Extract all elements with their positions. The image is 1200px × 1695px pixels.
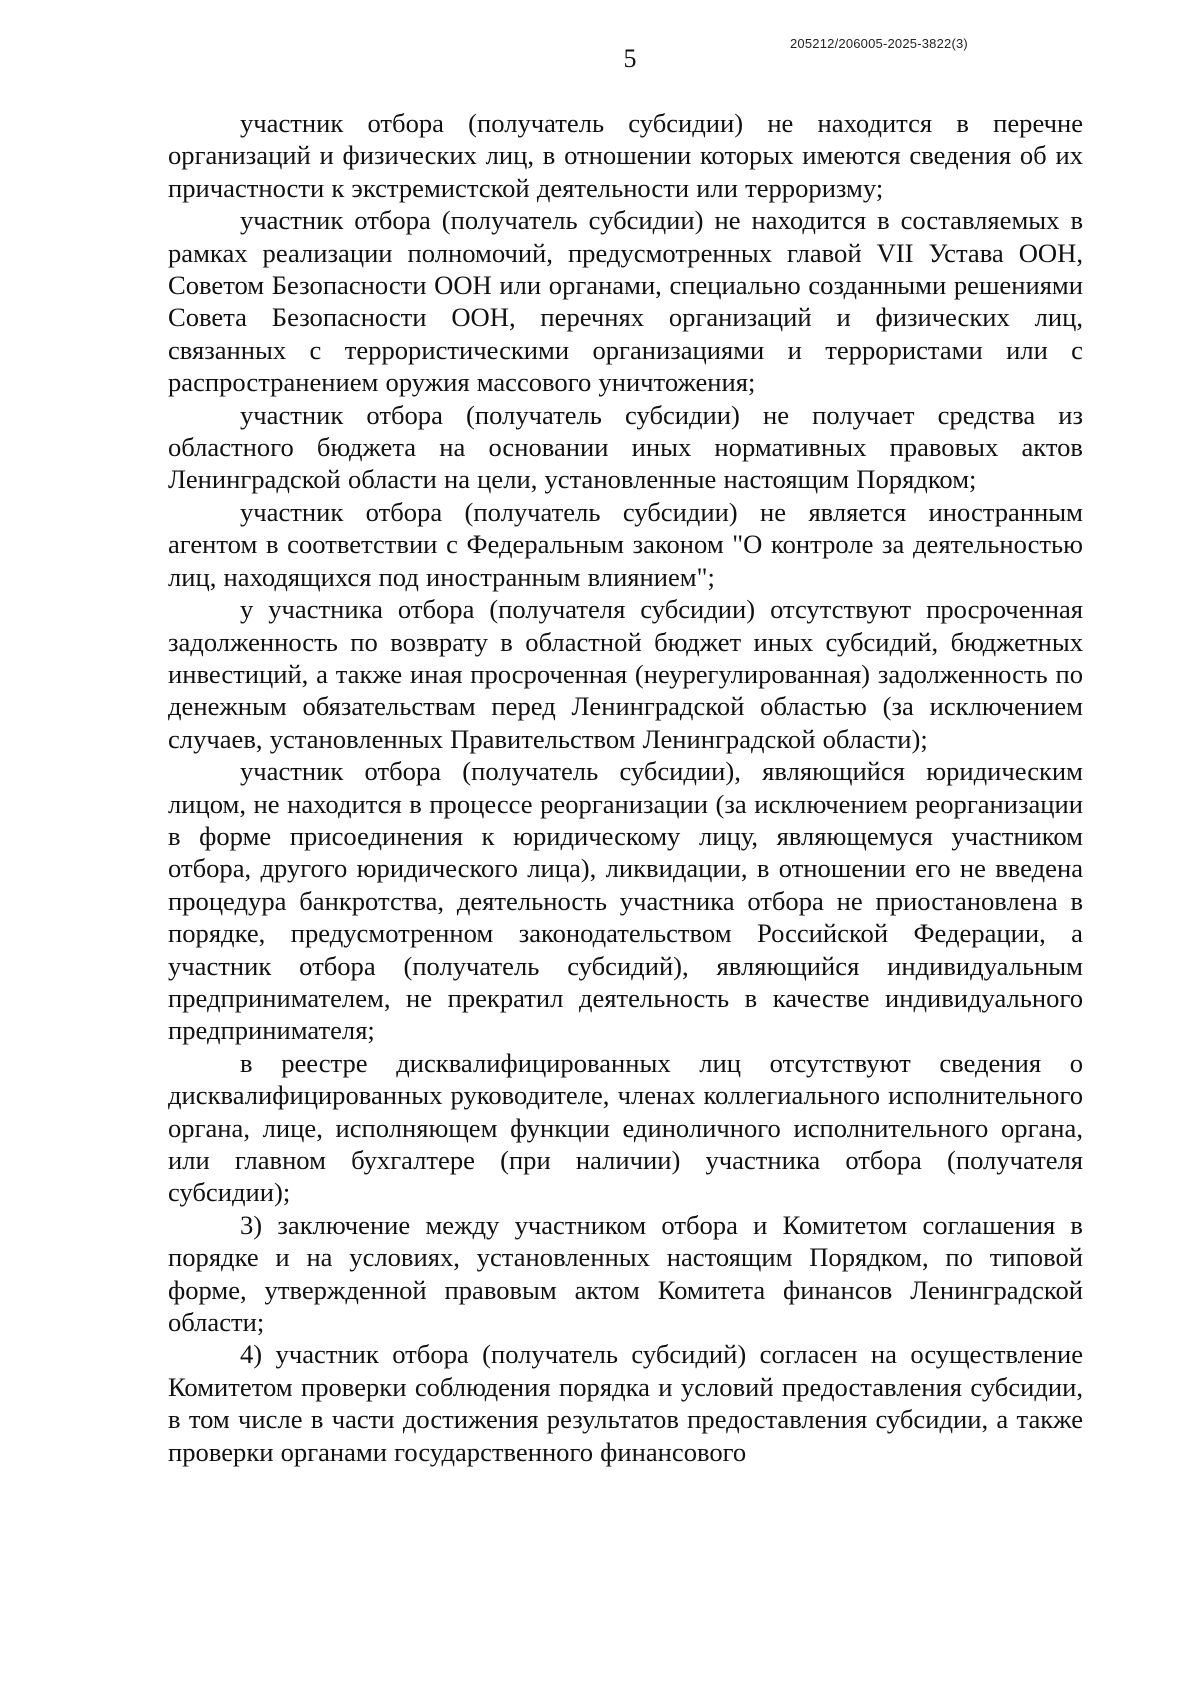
paragraph-un-sanctions-list: участник отбора (получатель субсидии) не находится в составляемых в рамках реализации полномочий, предусмотренных главой VII Устава ООН, Советом Безопасности ООН или органами, специально созданными решениями Совета Безопасности ООН, перечнях организаций и физических лиц, связанных с террористическими организациями и террористами или с распространением оружия массового уничтожения;: [168, 205, 1083, 398]
paragraph-extremism-list: участник отбора (получатель субсидии) не находится в перечне организаций и физических лиц, в отношении которых имеются сведения об их причастности к экстремистской деятельности или терроризму;: [168, 108, 1083, 203]
paragraph-foreign-agent: участник отбора (получатель субсидии) не является иностранным агентом в соответствии с Федеральным законом "О контроле за деятельностью лиц, находящихся под иностранным влиянием";: [168, 496, 1083, 592]
paragraph-no-other-budget-funds: участник отбора (получатель субсидии) не получает средства из областного бюджета на основании иных нормативных правовых актов Ленинградской области на цели, установленные настоящим Порядком;: [168, 399, 1083, 495]
paragraph-item-3-agreement: 3) заключение между участником отбора и Комитетом соглашения в порядке и на условиях, установленных настоящим Порядком, по типовой форме, утвержденной правовым актом Комитета финансов Ленинградской области;: [168, 1209, 1083, 1338]
paragraph-item-4-consent: 4) участник отбора (получатель субсидий) согласен на осуществление Комитетом проверки соблюдения порядка и условий предоставления субсидии, в том числе в части достижения результатов предоставления субсидии, а также проверки органами государственного финансового: [168, 1339, 1083, 1467]
page-number: 5: [623, 44, 637, 73]
document-id: 205212/206005-2025-3822(3): [790, 36, 968, 51]
paragraph-no-overdue-debt: у участника отбора (получателя субсидии) отсутствуют просроченная задолженность по возврату в областной бюджет иных субсидий, бюджетных инвестиций, а также иная просроченная (неурегулированная) задолженность по денежным обязательствам перед Ленинградской областью (за исключением случаев, установленных Правительством Ленинградской области);: [168, 594, 1083, 754]
paragraph-reorganization-liquidation: участник отбора (получатель субсидии), являющийся юридическим лицом, не находится в процессе реорганизации (за исключением реорганизации в форме присоединения к юридическому лицу, являющемуся участником отбора, другого юридического лица), ликвидации, в отношении его не введена процедура банкротства, деятельность участника отбора не приостановлена в порядке, предусмотренном законодательством Российской Федерации, а участник отбора (получатель субсидий), являющийся индивидуальным предпринимателем, не прекратил деятельность в качестве индивидуального предпринимателя;: [168, 756, 1083, 1046]
paragraph-disqualified-persons: в реестре дисквалифицированных лиц отсутствуют сведения о дисквалифицированных руководителе, членах коллегиального исполнительного органа, лице, исполняющем функции единоличного исполнительного органа, или главном бухгалтере (при наличии) участника отбора (получателя субсидии);: [168, 1047, 1083, 1208]
document-body: [168, 107, 1083, 1468]
